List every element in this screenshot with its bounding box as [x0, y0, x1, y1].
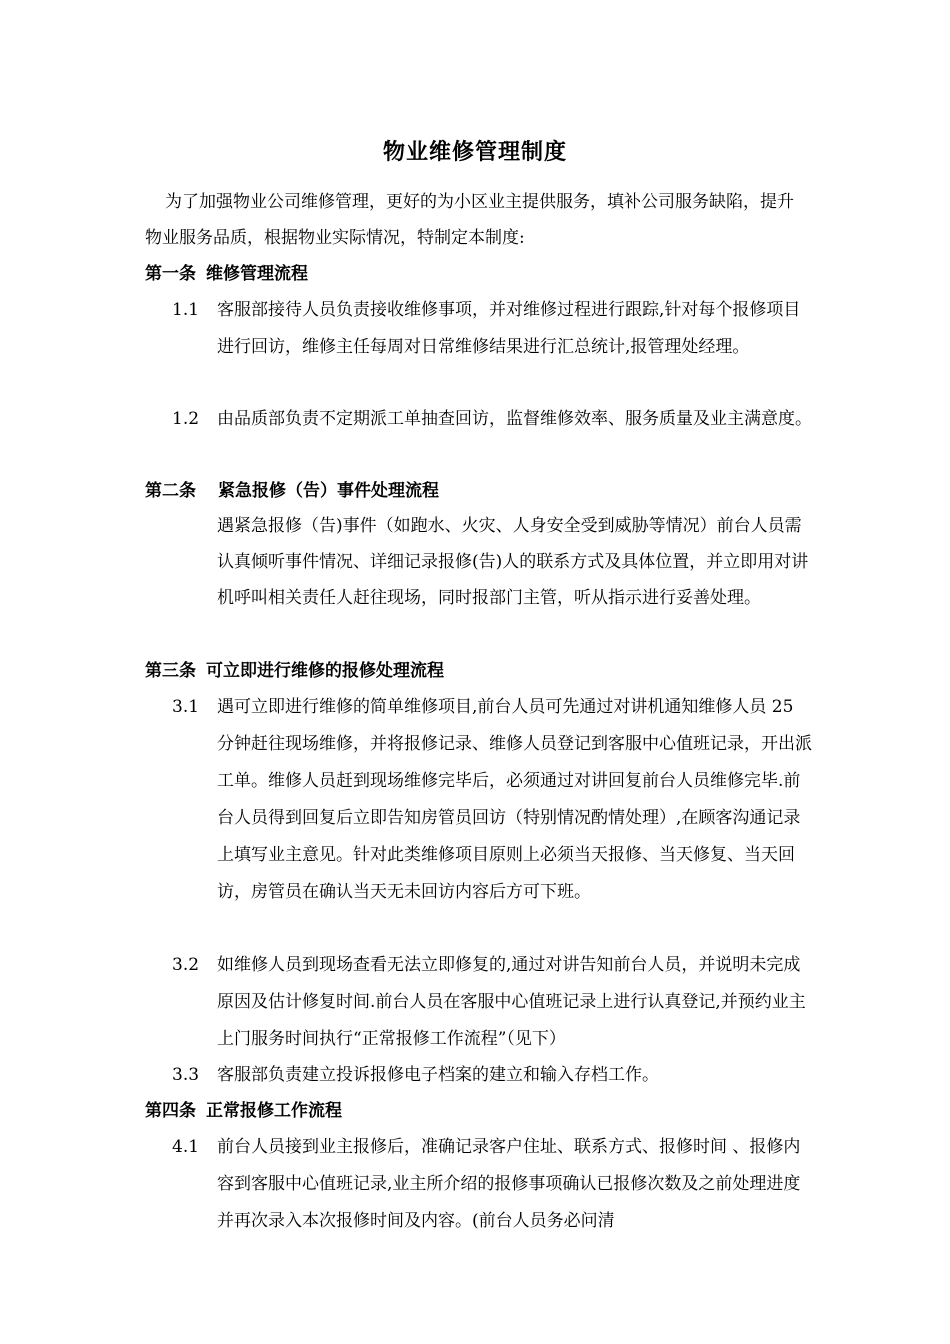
clause-4-1 — [172, 1129, 812, 1240]
article-4-heading — [145, 1093, 342, 1129]
clause-text: 客服部接待人员负责接收维修事项，并对维修过程进行跟踪,针对每个报修项目进行回访，维修主任每周对日常维修结果进行汇总统计,报管理处经理。 — [217, 300, 801, 357]
clause-text: 由品质部负责不定期派工单抽查回访，监督维修效率、服务质量及业主满意度。 — [217, 409, 812, 429]
clause-number: 1.1 — [172, 300, 200, 320]
clause-number: 1.2 — [172, 409, 200, 429]
clause-text: 如维修人员到现场查看无法立即修复的,通过对讲告知前台人员，并说明未完成原因及估计修复时间.前台人员在客服中心值班记录上进行认真登记,并预约业主上门服务时间执行“正常报修工作流程”（见下） — [217, 955, 806, 1049]
article-4-label: 第四条 — [145, 1101, 196, 1121]
clause-1-2 — [172, 401, 812, 438]
article-1-label: 第一条 — [145, 264, 196, 284]
clause-text: 前台人员接到业主报修后，准确记录客户住址、联系方式、报修时间 、报修内容到客服中心值班记录,业主所介绍的报修事项确认已报修次数及之前处理进度并再次录入本次报修时间及内容。(前台人员务必问清 — [217, 1137, 801, 1231]
document-title: 物业维修管理制度 — [382, 139, 567, 165]
clause-number: 3.2 — [172, 955, 200, 975]
article-2-label: 第二条 — [145, 481, 196, 501]
intro-paragraph: 为了加强物业公司维修管理，更好的为小区业主提供服务，填补公司服务缺陷，提升物业服务品质，根据物业实际情况，特制定本制度: — [145, 192, 794, 248]
clause-1-1 — [172, 292, 812, 366]
clause-number: 3.1 — [172, 697, 200, 717]
clause-text: 遇可立即进行维修的简单维修项目,前台人员可先通过对讲机通知维修人员 25 分钟赶往现场维修，并将报修记录、维修人员登记到客服中心值班记录，开出派工单。维修人员赶到现场维修完毕后，必须通过对讲回复前台人员维修完毕.前台人员得到回复后立即告知房管员回访（特别情况酌情处理）,在顾客沟通记录上填写业主意见。针对此类维修项目原则上必须当天报修、当天修复、当天回访，房管员在确认当天无未回访内容后方可下班。 — [217, 697, 812, 902]
article-4-title: 正常报修工作流程 — [206, 1101, 342, 1121]
article-2-heading — [145, 473, 439, 509]
article-1-heading — [145, 256, 308, 292]
article-3-heading — [145, 653, 444, 689]
article-3-label: 第三条 — [145, 661, 196, 681]
article-2-title: 紧急报修（告）事件处理流程 — [218, 481, 439, 501]
clause-3-2 — [172, 947, 812, 1058]
clause-number: 4.1 — [172, 1137, 200, 1157]
clause-text: 客服部负责建立投诉报修电子档案的建立和输入存档工作。 — [217, 1065, 659, 1085]
article-1-title: 维修管理流程 — [206, 264, 308, 284]
article-3-title: 可立即进行维修的报修处理流程 — [206, 661, 444, 681]
clause-number: 3.3 — [172, 1065, 200, 1085]
article-2-paragraph: 遇紧急报修（告)事件（如跑水、火灾、人身安全受到威胁等情况）前台人员需认真倾听事件情况、详细记录报修(告)人的联系方式及具体位置，并立即用对讲机呼叫相关责任人赶往现场，同时报部门主管，听从指示进行妥善处理。 — [217, 516, 809, 608]
clause-3-3 — [172, 1057, 812, 1094]
clause-3-1 — [172, 689, 812, 911]
